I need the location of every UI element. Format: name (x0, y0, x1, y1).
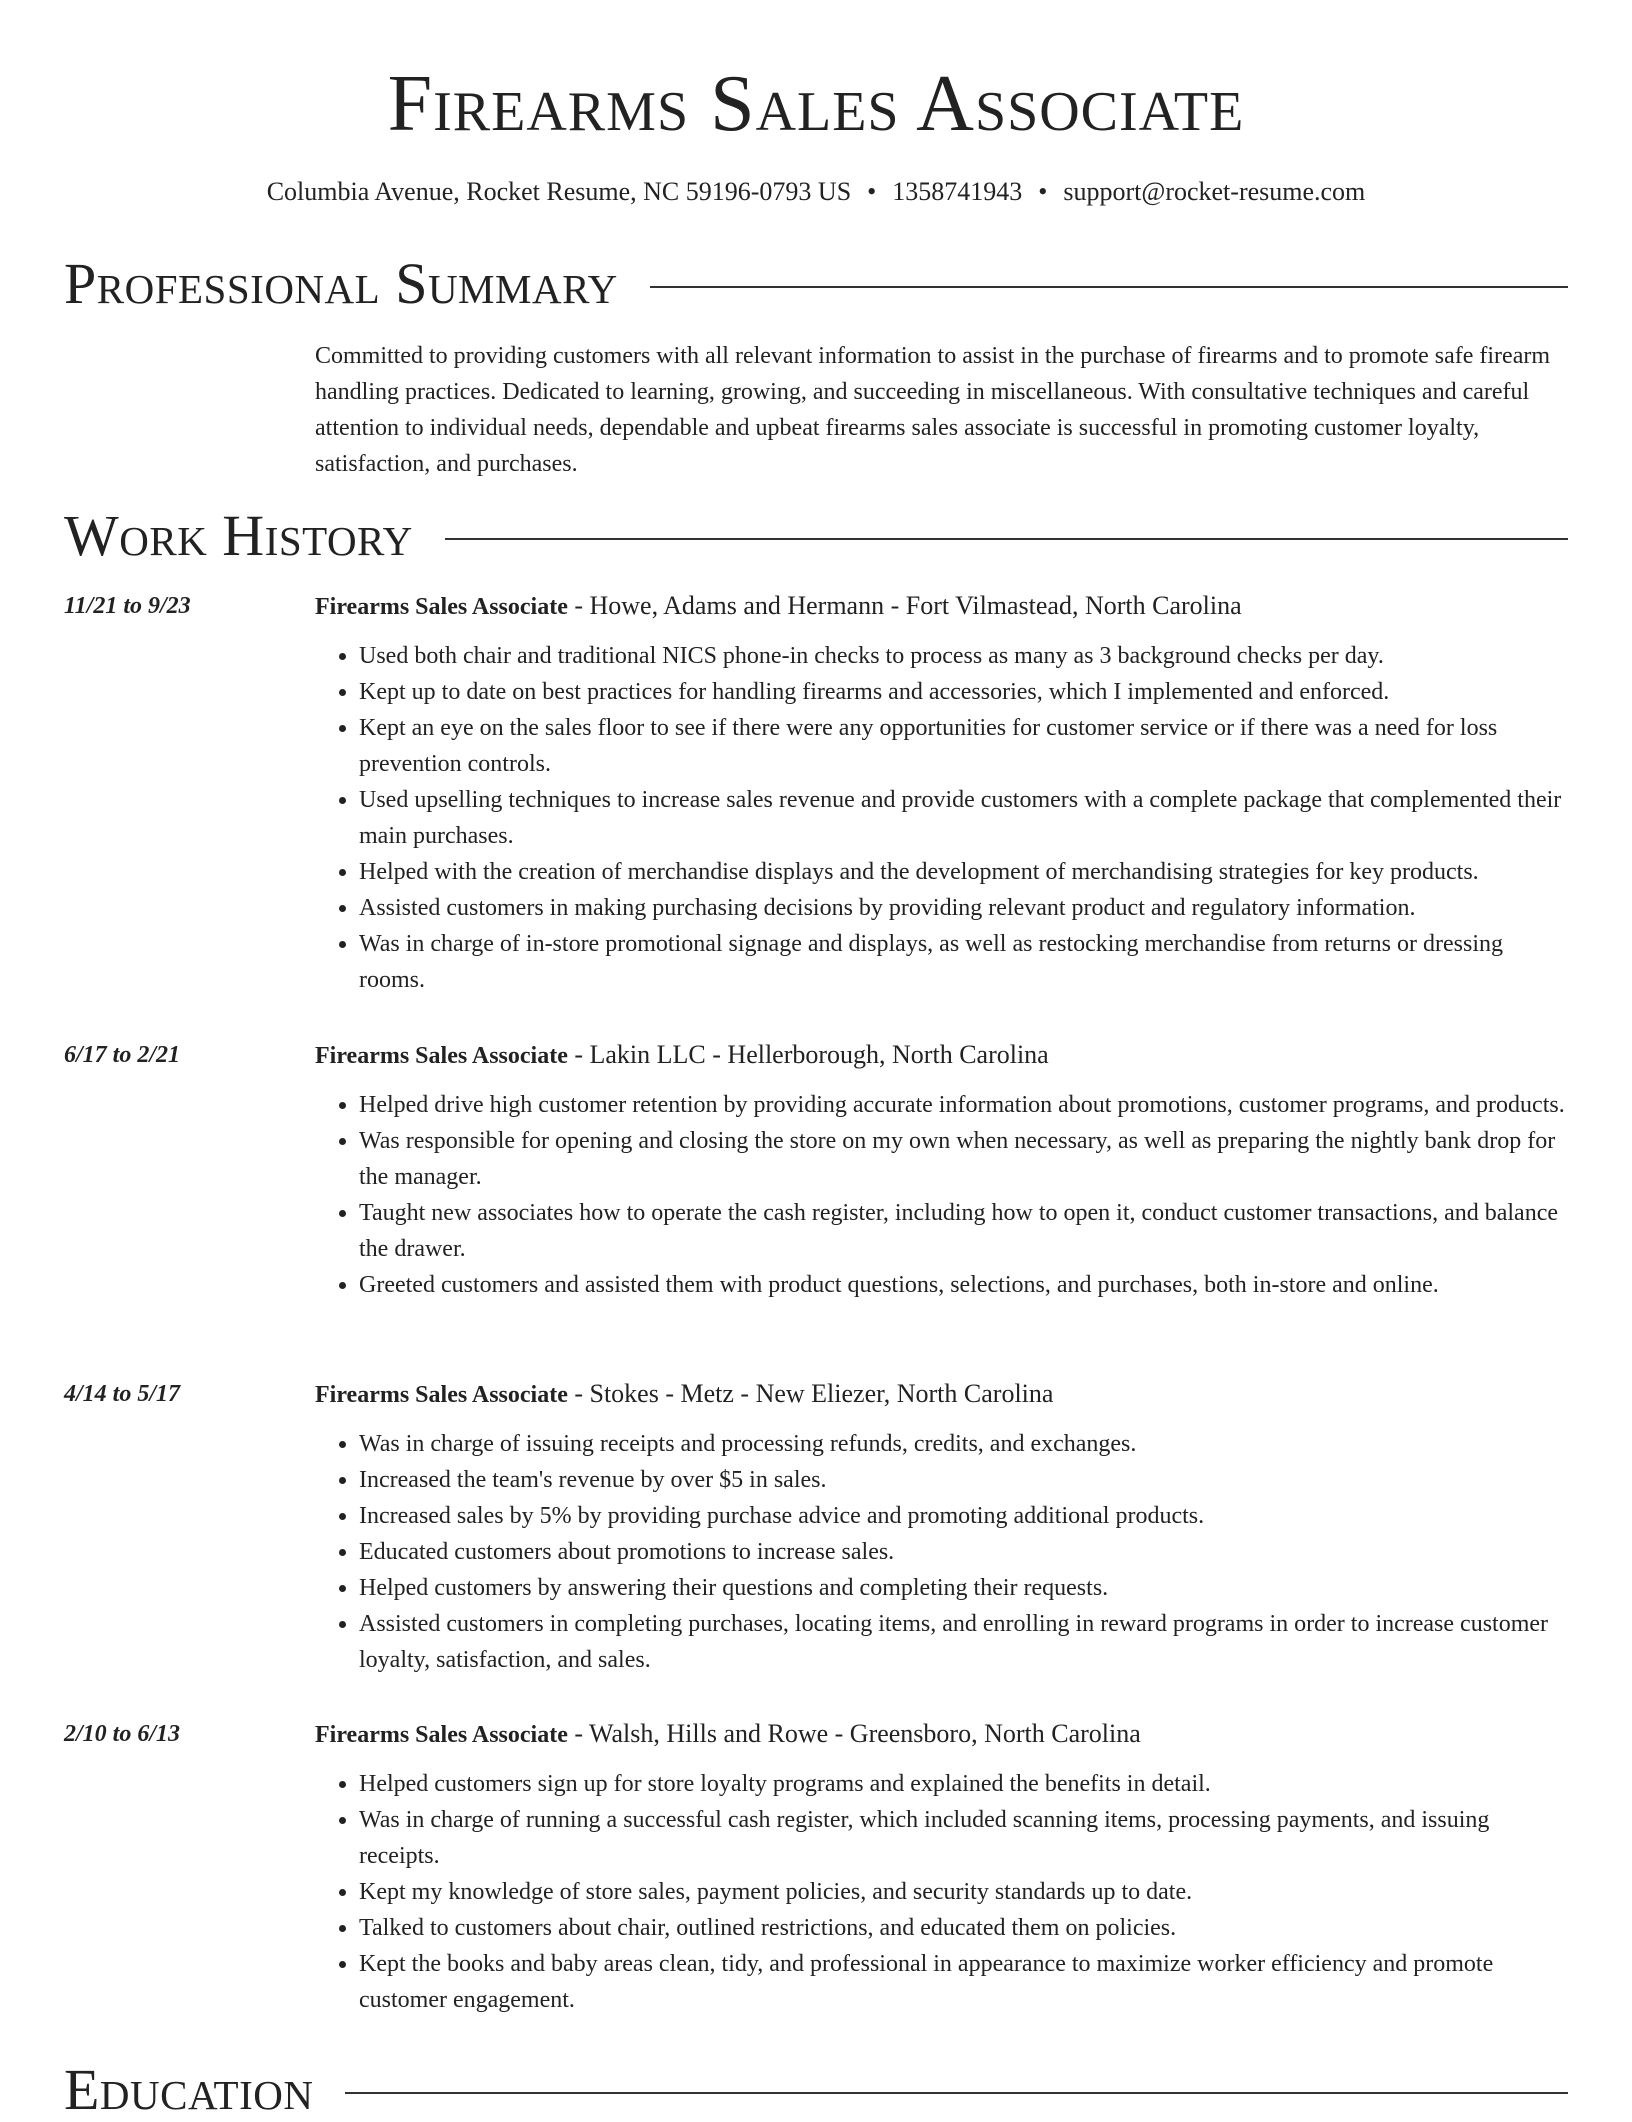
job-bullet: • Taught new associates how to operate the cash register, including how to open it, conduct customer transactions, and balance the drawer. (359, 1195, 1568, 1267)
job-heading (315, 1376, 1053, 1413)
section-title: Professional Summary (64, 251, 618, 316)
job-bullet: • Used upselling techniques to increase sales revenue and provide customers with a complete package that complemented their main purchases. (359, 782, 1568, 854)
job-bullet: • Kept my knowledge of store sales, payment policies, and security standards up to date. (359, 1874, 1568, 1910)
job-bullet: • Was responsible for opening and closing the store on my own when necessary, as well as preparing the nightly bank drop for the manager. (359, 1123, 1568, 1195)
job-bullet: • Talked to customers about chair, outlined restrictions, and educated them on policies. (359, 1910, 1568, 1946)
contact-phone: 1358741943 (892, 177, 1023, 206)
contact-address: Columbia Avenue, Rocket Resume, NC 59196-0793 US (266, 177, 852, 206)
section-divider (445, 538, 1568, 540)
job-bullet: • Helped customers by answering their questions and completing their requests. (359, 1570, 1568, 1606)
job-details: - Stokes - Metz - New Eliezer, North Carolina (567, 1379, 1054, 1408)
job-details: - Lakin LLC - Hellerborough, North Carolina (567, 1040, 1049, 1069)
job-bullets (315, 1426, 1568, 1678)
job-bullets (315, 638, 1568, 998)
job-heading (315, 588, 1242, 625)
job-bullet: • Kept up to date on best practices for handling firearms and accessories, which I implemented and enforced. (359, 674, 1568, 710)
job-bullet: • Educated customers about promotions to increase sales. (359, 1534, 1568, 1570)
contact-separator: • (867, 177, 877, 206)
job-role: Firearms Sales Associate (315, 1722, 568, 1748)
job-heading (315, 1037, 1049, 1074)
job-bullet: • Assisted customers in completing purchases, locating items, and enrolling in reward programs in order to increase customer loyalty, satisfaction, and sales. (359, 1606, 1568, 1678)
job-bullet: • Kept the books and baby areas clean, tidy, and professional in appearance to maximize worker efficiency and promote customer engagement. (359, 1946, 1568, 2018)
contact-line (0, 174, 1632, 210)
job-details: - Howe, Adams and Hermann - Fort Vilmastead, North Carolina (567, 591, 1242, 620)
job-dates: 2/10 to 6/13 (64, 1721, 181, 1747)
job-dates: 4/14 to 5/17 (64, 1381, 181, 1407)
job-bullet: • Used both chair and traditional NICS phone-in checks to process as many as 3 background checks per day. (359, 638, 1568, 674)
contact-email: support@rocket-resume.com (1063, 177, 1366, 206)
job-heading (315, 1716, 1141, 1753)
job-bullet: • Was in charge of in-store promotional signage and displays, as well as restocking merchandise from returns or dressing rooms. (359, 926, 1568, 998)
job-bullet: • Helped customers sign up for store loyalty programs and explained the benefits in detail. (359, 1766, 1568, 1802)
section-divider (650, 286, 1568, 288)
section-title: Work History (64, 503, 413, 568)
contact-separator: • (1038, 177, 1048, 206)
resume-title: Firearms Sales Associate (387, 60, 1245, 148)
job-bullet: • Increased the team's revenue by over $5 in sales. (359, 1462, 1568, 1498)
job-bullet: • Was in charge of running a successful cash register, which included scanning items, processing payments, and issuing receipts. (359, 1802, 1568, 1874)
job-role: Firearms Sales Associate (315, 1043, 568, 1069)
section-heading-education (64, 2058, 1568, 2122)
section-title: Education (64, 2057, 314, 2122)
job-role: Firearms Sales Associate (315, 594, 568, 620)
job-bullets (315, 1087, 1568, 1303)
job-details: - Walsh, Hills and Rowe - Greensboro, North Carolina (567, 1719, 1141, 1748)
job-bullets (315, 1766, 1568, 2018)
section-heading-work-history (64, 504, 1568, 568)
job-dates: 11/21 to 9/23 (64, 593, 191, 619)
job-role: Firearms Sales Associate (315, 1382, 568, 1408)
job-bullet: • Helped with the creation of merchandise displays and the development of merchandising strategies for key products. (359, 854, 1568, 890)
job-bullet: • Greeted customers and assisted them with product questions, selections, and purchases, both in-store and online. (359, 1267, 1568, 1303)
job-bullet: • Was in charge of issuing receipts and processing refunds, credits, and exchanges. (359, 1426, 1568, 1462)
summary-text: Committed to providing customers with all relevant information to assist in the purchase of firearms and to promote safe firearm handling practices. Dedicated to learning, growing, and succeeding in miscellaneous. With consultative techniques and careful attention to individual needs, dependable and upbeat firearms sales associate is successful in promoting customer loyalty, satisfaction, and purchases. (315, 343, 1551, 477)
section-heading-professional-summary (64, 252, 1568, 316)
job-bullet: • Helped drive high customer retention by providing accurate information about promotions, customer programs, and products. (359, 1087, 1568, 1123)
job-bullet: • Increased sales by 5% by providing purchase advice and promoting additional products. (359, 1498, 1568, 1534)
job-bullet: • Kept an eye on the sales floor to see if there were any opportunities for customer service or if there was a need for loss prevention controls. (359, 710, 1568, 782)
section-divider (345, 2092, 1568, 2094)
job-dates: 6/17 to 2/21 (64, 1042, 181, 1068)
job-bullet: • Assisted customers in making purchasing decisions by providing relevant product and regulatory information. (359, 890, 1568, 926)
